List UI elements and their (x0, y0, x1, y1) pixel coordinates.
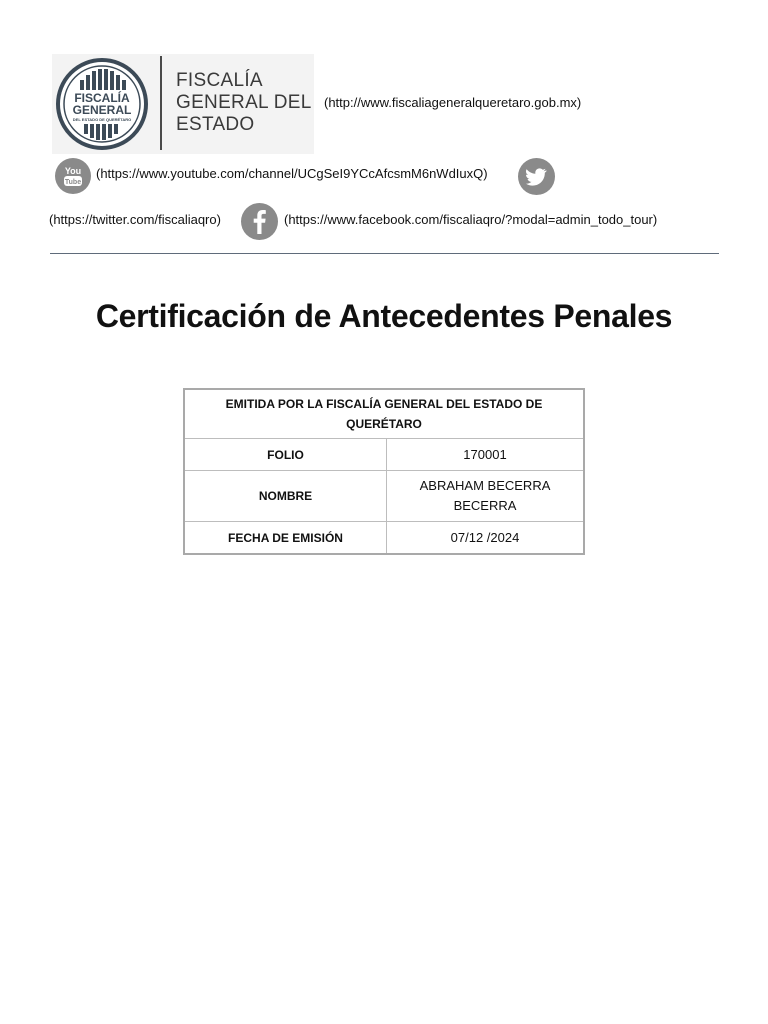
header-divider (50, 253, 719, 254)
logo-line-1: FISCALÍA (176, 70, 263, 91)
table-row (184, 439, 584, 471)
seal-text-2: GENERAL (72, 103, 132, 117)
logo-line-2: GENERAL DEL (176, 92, 312, 113)
logo-line-3: ESTADO (176, 114, 255, 135)
table-row (184, 471, 584, 522)
facebook-link[interactable]: (https://www.facebook.com/fiscaliaqro/?modal=admin_todo_tour) (284, 212, 658, 227)
facebook-icon[interactable] (241, 203, 278, 240)
fecha-label: FECHA DE EMISIÓN (184, 522, 387, 555)
folio-value: 170001 (387, 439, 585, 471)
seal-logo (56, 58, 148, 150)
twitter-icon[interactable] (518, 158, 555, 195)
logo-wordmark (176, 70, 312, 136)
logo-divider (160, 56, 162, 150)
youtube-link[interactable]: (https://www.youtube.com/channel/UCgSeI9YCcAfcsmM6nWdIuxQ) (96, 166, 488, 181)
nombre-label: NOMBRE (184, 471, 387, 522)
table-header: EMITIDA POR LA FISCALÍA GENERAL DEL ESTADO DE QUERÉTARO (184, 389, 584, 439)
seal-text-1: FISCALÍA (74, 91, 130, 105)
page-title: Certificación de Antecedentes Penales (95, 298, 673, 334)
site-link[interactable]: (http://www.fiscaliageneralqueretaro.gob.mx) (324, 95, 582, 110)
folio-label: FOLIO (184, 439, 387, 471)
twitter-link[interactable]: (https://twitter.com/fiscaliaqro) (49, 212, 221, 227)
nombre-value: ABRAHAM BECERRA BECERRA (387, 471, 585, 522)
certificate-table (183, 388, 585, 555)
youtube-icon-text-1: You (64, 166, 82, 176)
fecha-value: 07/12 /2024 (387, 522, 585, 555)
youtube-icon-text-2: Tube (64, 179, 82, 186)
table-row (184, 522, 584, 555)
seal-text-3: DEL ESTADO DE QUERÉTARO (72, 117, 132, 122)
agency-logo (52, 54, 314, 154)
youtube-icon[interactable] (55, 158, 91, 194)
